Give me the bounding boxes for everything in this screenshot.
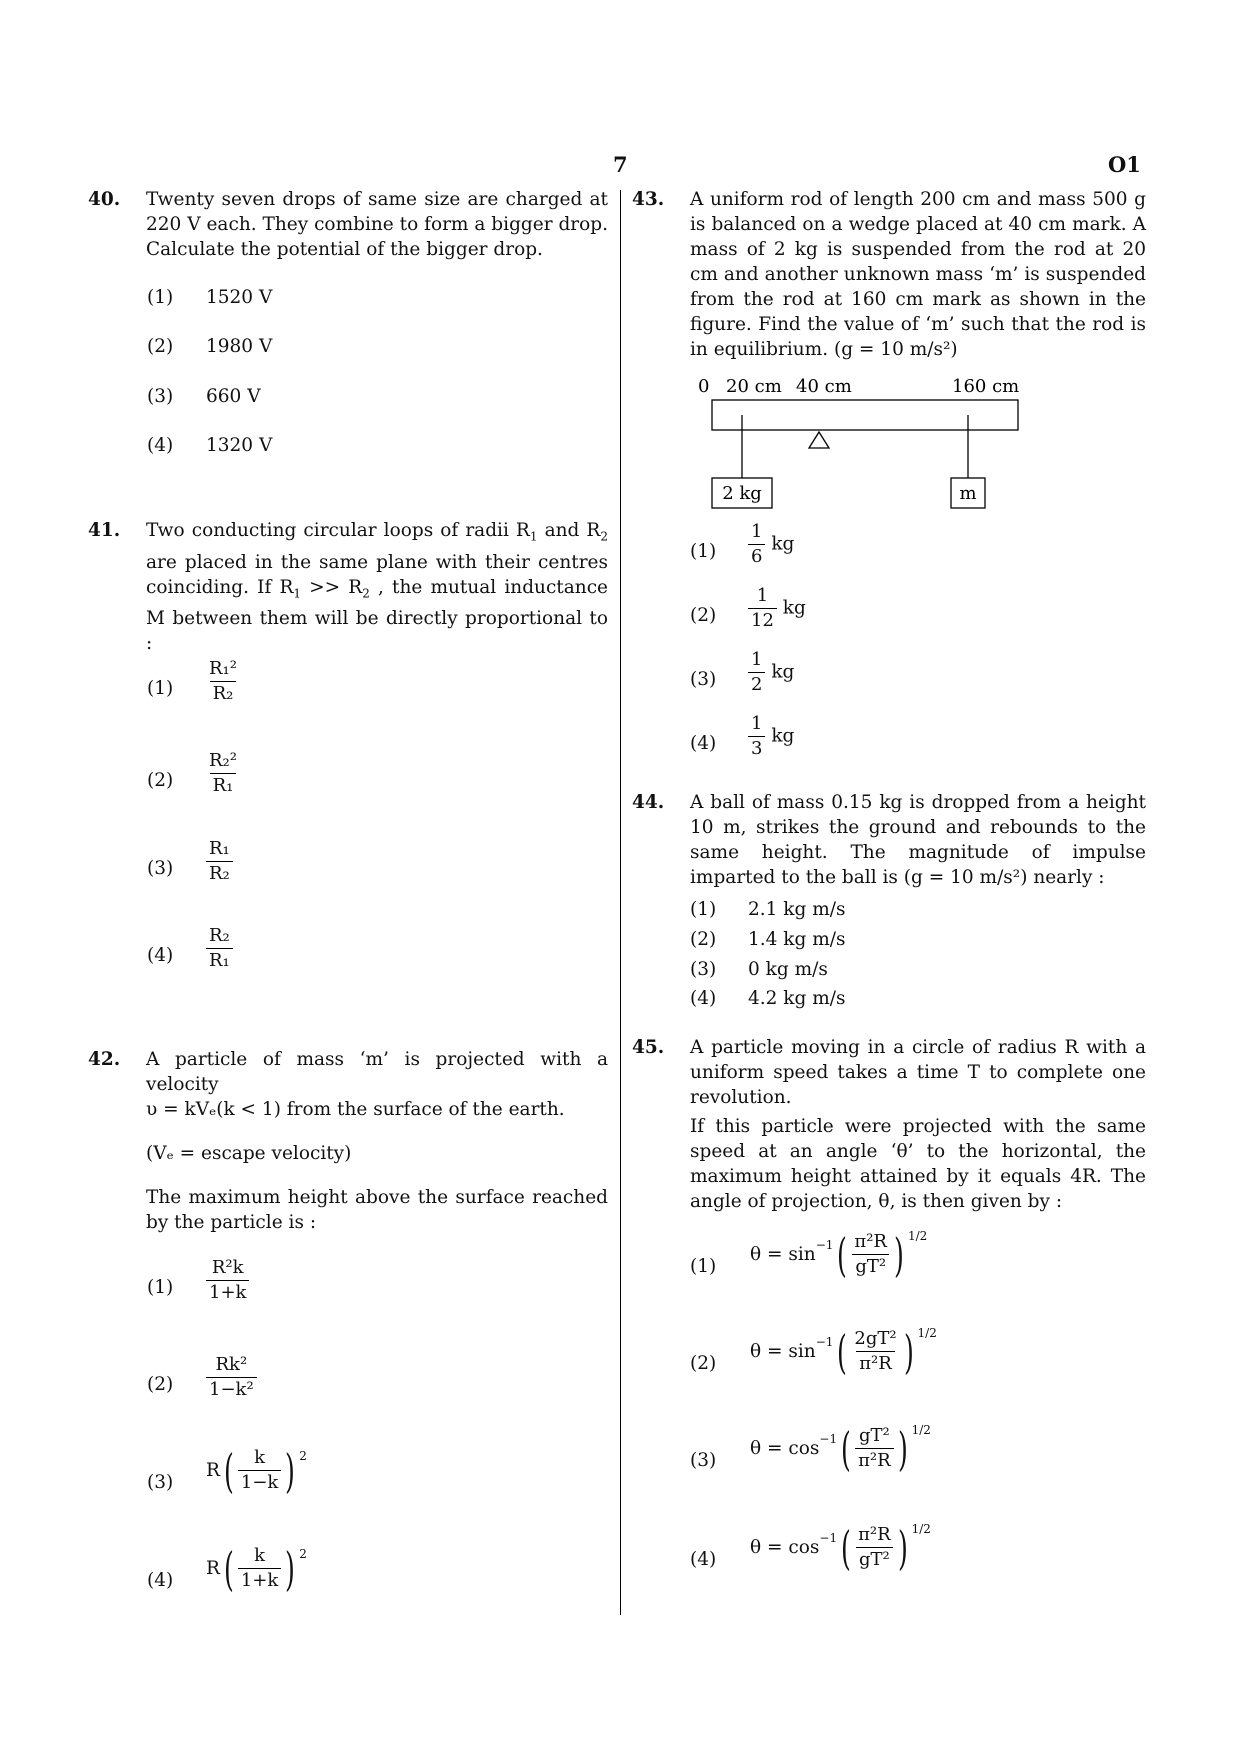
rod bbox=[712, 400, 1018, 430]
option-label: (2) bbox=[147, 770, 174, 791]
option-expression: R ( $\frac{k}{1-k}$ ) 2 bbox=[206, 1443, 307, 1498]
option-label: (4) bbox=[690, 988, 717, 1009]
option-label: (1) bbox=[690, 1256, 717, 1277]
mark-20-label: 20 cm bbox=[726, 376, 782, 397]
option-label: (2) bbox=[690, 1353, 717, 1374]
option-label: (1) bbox=[147, 1277, 174, 1298]
page-number: 7 bbox=[613, 152, 628, 177]
option-label: (1) bbox=[147, 287, 174, 308]
option-fraction: $\frac{1}{12}$ kg bbox=[748, 584, 806, 633]
option-label: (1) bbox=[147, 678, 174, 699]
option-fraction: $\frac{1}{3}$ kg bbox=[748, 712, 794, 761]
option-label: (3) bbox=[690, 669, 717, 690]
option-value: 1320 V bbox=[206, 435, 273, 456]
question-number: 42. bbox=[88, 1049, 121, 1070]
option-label: (3) bbox=[690, 1450, 717, 1471]
option-fraction: $\frac{\text{R₁²}}{\text{R₂}}$ bbox=[209, 658, 237, 704]
option-expression: θ = sin −1 ( $\frac{\text{2gT²}}{\text{π²R}}$ ) 1/2 bbox=[750, 1324, 937, 1379]
option-expression: θ = sin −1 ( $\frac{\text{π²R}}{\text{gT²}}$ ) 1/2 bbox=[750, 1227, 928, 1282]
option-label: (3) bbox=[147, 386, 174, 407]
option-label: (1) bbox=[690, 541, 717, 562]
option-label: (3) bbox=[147, 858, 174, 879]
option-label: (4) bbox=[690, 1549, 717, 1570]
option-fraction: $\frac{1}{6}$ kg bbox=[748, 520, 794, 569]
option-fraction: $\frac{\text{Rk²}}{\text{1−k²}}$ bbox=[206, 1353, 257, 1402]
option-value: 4.2 kg m/s bbox=[748, 988, 846, 1009]
mark-160-label: 160 cm bbox=[952, 376, 1020, 397]
option-value: 1.4 kg m/s bbox=[748, 929, 846, 950]
question-text: Two conducting circular loops of radii $R_1$ and $R_2$ are placed in the same plane with their centres coinciding. If $R_1 >> R_2$ , the mutual inductance M between them will be directly proportional to : bbox=[146, 520, 608, 655]
option-value: 1520 V bbox=[206, 287, 273, 308]
question-text: A uniform rod of length 200 cm and mass 500 g is balanced on a wedge placed at 40 cm mark. A mass of 2 kg is suspended from the rod at 20 cm and another unknown mass ‘m’ is suspended from the rod at 160 cm mark as shown in the figure. Find the value of ‘m’ such that the rod is in equilibrium. (g = 10 m/s²) bbox=[690, 189, 1146, 360]
column-divider bbox=[620, 190, 621, 1615]
mark-40-label: 40 cm bbox=[796, 376, 852, 397]
option-label: (2) bbox=[147, 1374, 174, 1395]
question-text: A ball of mass 0.15 kg is dropped from a height 10 m, strikes the ground and rebounds to the same height. The magnitude of impulse imparted to the ball is (g = 10 m/s²) nearly : bbox=[690, 792, 1146, 888]
option-label: (3) bbox=[690, 959, 717, 980]
mark-0-label: 0 bbox=[698, 376, 710, 397]
question-number: 41. bbox=[88, 520, 121, 541]
set-code: O1 bbox=[1108, 152, 1141, 177]
option-expression: θ = cos −1 ( $\frac{\text{gT²}}{\text{π²R}}$ ) 1/2 bbox=[750, 1421, 931, 1476]
option-label: (4) bbox=[147, 1570, 174, 1591]
option-fraction: $\frac{1}{2}$ kg bbox=[748, 648, 794, 697]
option-label: (2) bbox=[147, 336, 174, 357]
option-fraction: $\frac{\text{R²k}}{1+k}$ bbox=[206, 1256, 249, 1305]
option-value: 0 kg m/s bbox=[748, 959, 828, 980]
option-label: (4) bbox=[690, 733, 717, 754]
option-expression: θ = cos −1 ( $\frac{\text{π²R}}{\text{gT²}}$ ) 1/2 bbox=[750, 1520, 931, 1575]
option-expression: R ( $\frac{k}{1+k}$ ) 2 bbox=[206, 1541, 307, 1596]
option-fraction: $\frac{\text{R₁}}{\text{R₂}}$ bbox=[206, 837, 233, 886]
option-value: 1980 V bbox=[206, 336, 273, 357]
question-number: 40. bbox=[88, 189, 121, 210]
question-number: 43. bbox=[632, 189, 665, 210]
option-label: (1) bbox=[690, 899, 717, 920]
option-label: (2) bbox=[690, 605, 717, 626]
wedge bbox=[809, 432, 829, 448]
question-number: 44. bbox=[632, 792, 665, 813]
option-value: 660 V bbox=[206, 386, 261, 407]
option-fraction: $\frac{\text{R₂}}{\text{R₁}}$ bbox=[206, 924, 233, 973]
option-label: (4) bbox=[147, 435, 174, 456]
mass-right-label: m bbox=[959, 483, 977, 504]
option-label: (4) bbox=[147, 945, 174, 966]
question-text: A particle of mass ‘m’ is projected with a velocity υ = kVₑ(k < 1) from the surface of the earth. (Vₑ = escape velocity) The maximum height above the surface reached by the particle is : bbox=[146, 1049, 608, 1233]
option-label: (2) bbox=[690, 929, 717, 950]
question-text: Twenty seven drops of same size are charged at 220 V each. They combine to form a bigger drop. Calculate the potential of the bigger drop. bbox=[146, 189, 608, 260]
option-label: (3) bbox=[147, 1472, 174, 1493]
rod-figure bbox=[690, 370, 1030, 515]
question-text: A particle moving in a circle of radius R with a uniform speed takes a time T to complete one revolution. If this particle were projected with the same speed at an angle ‘θ’ to the horizontal, the maximum height attained by it equals 4R. The angle of projection, θ, is then given by : bbox=[690, 1037, 1146, 1212]
question-number: 45. bbox=[632, 1037, 665, 1058]
mass-left-label: 2 kg bbox=[722, 483, 762, 504]
option-value: 2.1 kg m/s bbox=[748, 899, 846, 920]
option-fraction: $\frac{\text{R₂²}}{\text{R₁}}$ bbox=[209, 750, 237, 796]
